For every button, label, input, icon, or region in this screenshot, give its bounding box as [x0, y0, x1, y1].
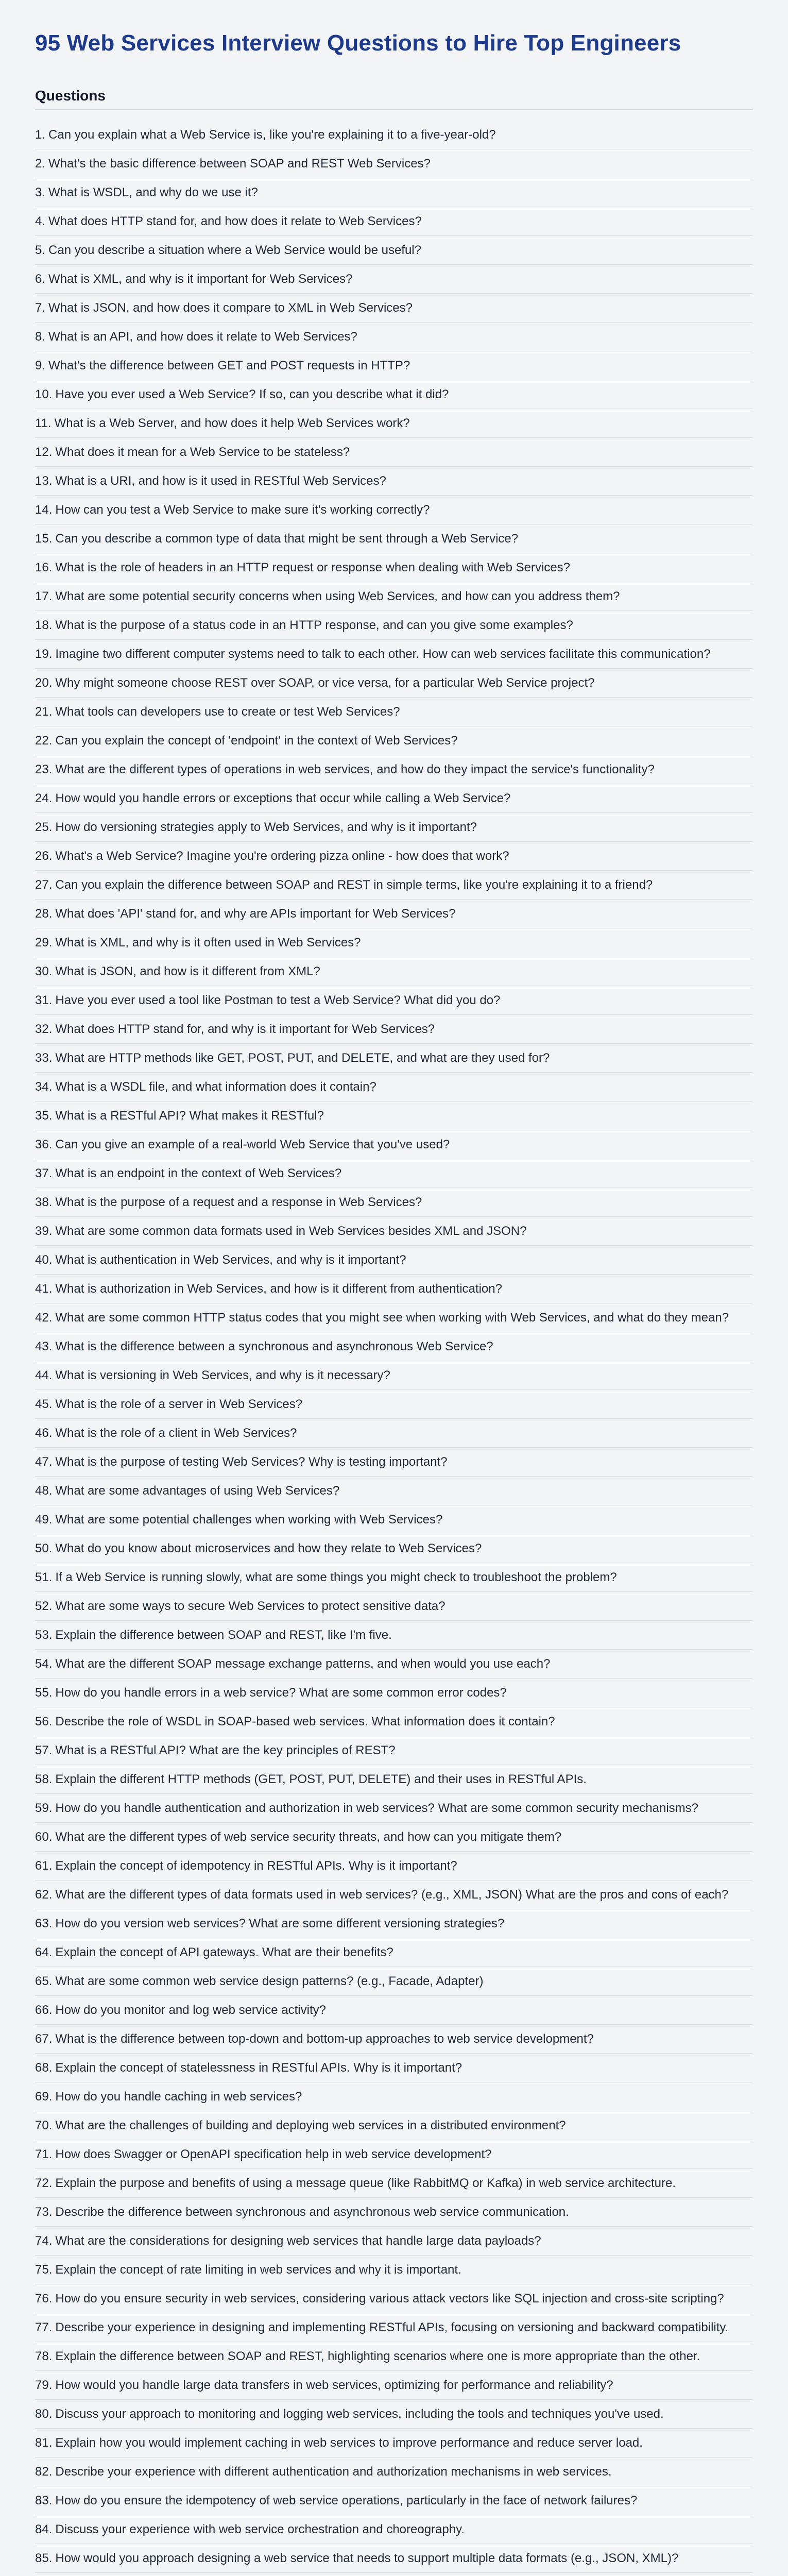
question-number: 37. — [35, 1166, 53, 1180]
question-text: Describe your experience in designing and implementing RESTful APIs, focusing on versioning and backward compatibility. — [55, 2320, 729, 2334]
question-number: 49. — [35, 1513, 53, 1527]
question-number: 56. — [35, 1715, 53, 1728]
question-number: 25. — [35, 820, 53, 834]
question-item — [35, 1332, 753, 1361]
question-text: Describe the role of WSDL in SOAP-based web services. What information does it contain? — [55, 1715, 555, 1728]
question-text: What are the different SOAP message exchange patterns, and when would you use each? — [55, 1657, 551, 1671]
question-item — [35, 121, 753, 149]
question-item — [35, 2284, 753, 2313]
question-text: What is the role of a client in Web Services? — [55, 1426, 297, 1440]
question-item — [35, 1015, 753, 1044]
section-heading: Questions — [35, 87, 753, 110]
question-number: 7. — [35, 301, 46, 315]
question-text: What is an API, and how does it relate to Web Services? — [48, 330, 357, 344]
question-item — [35, 986, 753, 1015]
question-number: 39. — [35, 1224, 53, 1238]
question-text: What are some advantages of using Web Services? — [55, 1484, 340, 1498]
question-item — [35, 726, 753, 755]
question-text: What's a Web Service? Imagine you're ordering pizza online - how does that work? — [55, 849, 509, 863]
question-item — [35, 2198, 753, 2227]
question-item — [35, 2111, 753, 2140]
question-item — [35, 2313, 753, 2342]
question-text: Imagine two different computer systems need to talk to each other. How can web services facilitate this communication? — [55, 647, 711, 661]
question-item — [35, 1101, 753, 1130]
question-text: Can you explain the concept of 'endpoint' in the context of Web Services? — [55, 734, 458, 748]
question-text: What are some common data formats used in Web Services besides XML and JSON? — [55, 1224, 527, 1238]
question-text: What is a URI, and how is it used in RESTful Web Services? — [55, 474, 386, 488]
question-text: What are some common HTTP status codes that you might see when working with Web Services, and what do they mean? — [55, 1311, 729, 1325]
question-number: 70. — [35, 2119, 53, 2132]
question-number: 47. — [35, 1455, 53, 1469]
question-text: What do you know about microservices and how they relate to Web Services? — [55, 1541, 482, 1555]
question-text: What is the purpose of testing Web Services? Why is testing important? — [55, 1455, 448, 1469]
question-item — [35, 1938, 753, 1967]
question-item — [35, 1852, 753, 1880]
question-number: 28. — [35, 907, 53, 921]
question-item — [35, 2082, 753, 2111]
question-number: 61. — [35, 1859, 53, 1873]
question-text: How do you version web services? What are some different versioning strategies? — [55, 1917, 505, 1930]
page-title: 95 Web Services Interview Questions to Hire Top Engineers — [35, 30, 681, 56]
question-text: Explain the concept of idempotency in RESTful APIs. Why is it important? — [55, 1859, 457, 1873]
question-number: 2. — [35, 157, 46, 171]
question-number: 44. — [35, 1368, 53, 1382]
question-number: 55. — [35, 1686, 53, 1700]
question-item — [35, 1390, 753, 1419]
question-number: 29. — [35, 936, 53, 950]
question-number: 8. — [35, 330, 46, 344]
question-number: 83. — [35, 2494, 53, 2507]
question-item — [35, 784, 753, 813]
question-text: What is the role of headers in an HTTP request or response when dealing with Web Services? — [55, 561, 571, 574]
question-number: 63. — [35, 1917, 53, 1930]
question-number: 20. — [35, 676, 53, 690]
question-number: 5. — [35, 243, 46, 257]
question-number: 13. — [35, 474, 53, 488]
question-item — [35, 467, 753, 496]
question-number: 35. — [35, 1109, 53, 1123]
question-number: 52. — [35, 1599, 53, 1613]
question-text: Explain the concept of rate limiting in web services and why it is important. — [55, 2263, 461, 2277]
question-item — [35, 611, 753, 640]
question-item — [35, 1073, 753, 1101]
question-text: What are some common web service design patterns? (e.g., Facade, Adapter) — [55, 1974, 484, 1988]
question-number: 79. — [35, 2378, 53, 2392]
question-list — [35, 121, 753, 2576]
question-number: 34. — [35, 1080, 53, 1094]
question-number: 24. — [35, 791, 53, 805]
question-item — [35, 1217, 753, 1246]
question-item — [35, 1707, 753, 1736]
question-item — [35, 2486, 753, 2515]
question-text: Explain how you would implement caching in web services to improve performance and reduce server load. — [55, 2436, 643, 2450]
question-text: Can you describe a common type of data that might be sent through a Web Service? — [55, 532, 519, 546]
question-item — [35, 1044, 753, 1073]
question-text: What is the purpose of a status code in an HTTP response, and can you give some examples? — [55, 618, 573, 632]
question-item — [35, 842, 753, 871]
question-item — [35, 553, 753, 582]
question-item — [35, 207, 753, 236]
question-number: 74. — [35, 2234, 53, 2248]
question-text: Why might someone choose REST over SOAP, or vice versa, for a particular Web Service project? — [55, 676, 595, 690]
question-text: What are the different types of data formats used in web services? (e.g., XML, JSON) What are the pros and cons of each? — [55, 1888, 729, 1902]
question-item — [35, 496, 753, 524]
question-number: 14. — [35, 503, 53, 517]
question-text: What are the different types of web service security threats, and how can you mitigate them? — [55, 1830, 562, 1844]
question-item — [35, 1505, 753, 1534]
question-text: What are the considerations for designing web services that handle large data payloads? — [55, 2234, 541, 2248]
question-text: What is JSON, and how is it different from XML? — [55, 964, 320, 978]
question-number: 57. — [35, 1743, 53, 1757]
question-number: 51. — [35, 1570, 53, 1584]
question-text: What is versioning in Web Services, and why is it necessary? — [55, 1368, 390, 1382]
question-item — [35, 2573, 753, 2576]
question-number: 50. — [35, 1541, 53, 1555]
question-number: 16. — [35, 561, 53, 574]
question-number: 26. — [35, 849, 53, 863]
question-number: 85. — [35, 2551, 53, 2565]
question-number: 22. — [35, 734, 53, 748]
question-number: 11. — [35, 416, 52, 430]
question-number: 53. — [35, 1628, 53, 1642]
question-item — [35, 1621, 753, 1650]
question-item — [35, 524, 753, 553]
question-item — [35, 1967, 753, 1996]
question-item — [35, 1794, 753, 1823]
question-item — [35, 265, 753, 294]
question-number: 18. — [35, 618, 53, 632]
question-item — [35, 2227, 753, 2256]
question-number: 21. — [35, 705, 53, 719]
question-text: Explain the concept of API gateways. What are their benefits? — [55, 1945, 393, 1959]
question-number: 72. — [35, 2176, 53, 2190]
question-text: What are the challenges of building and deploying web services in a distributed environment? — [55, 2119, 566, 2132]
question-text: What is a RESTful API? What makes it RESTful? — [55, 1109, 324, 1123]
question-item — [35, 1563, 753, 1592]
question-item — [35, 1679, 753, 1707]
question-item — [35, 1159, 753, 1188]
question-item — [35, 1534, 753, 1563]
question-number: 17. — [35, 589, 53, 603]
question-number: 62. — [35, 1888, 53, 1902]
question-text: How do you ensure the idempotency of web service operations, particularly in the face of network failures? — [55, 2494, 638, 2507]
question-number: 23. — [35, 762, 53, 776]
question-number: 69. — [35, 2090, 53, 2104]
question-number: 31. — [35, 993, 53, 1007]
question-item — [35, 1736, 753, 1765]
question-number: 45. — [35, 1397, 53, 1411]
question-text: How would you approach designing a web service that needs to support multiple data formats (e.g., JSON, XML)? — [55, 2551, 679, 2565]
question-text: How would you handle large data transfers in web services, optimizing for performance and reliability? — [55, 2378, 613, 2392]
question-text: Can you give an example of a real-world Web Service that you've used? — [55, 1138, 450, 1151]
question-item — [35, 1275, 753, 1303]
question-text: Can you explain what a Web Service is, like you're explaining it to a five-year-old? — [48, 128, 496, 142]
question-item — [35, 149, 753, 178]
question-text: What is XML, and why is it important for Web Services? — [48, 272, 353, 286]
question-item — [35, 1188, 753, 1217]
question-item — [35, 2400, 753, 2429]
question-text: What is authorization in Web Services, and how is it different from authentication? — [55, 1282, 502, 1296]
question-number: 15. — [35, 532, 53, 546]
question-text: What is a RESTful API? What are the key principles of REST? — [55, 1743, 396, 1757]
question-text: Explain the purpose and benefits of using a message queue (like RabbitMQ or Kafka) in web service architecture. — [55, 2176, 676, 2190]
question-item — [35, 1996, 753, 2025]
question-number: 6. — [35, 272, 46, 286]
question-number: 81. — [35, 2436, 53, 2450]
question-item — [35, 1419, 753, 1448]
question-item — [35, 928, 753, 957]
question-item — [35, 1880, 753, 1909]
question-text: What is authentication in Web Services, and why is it important? — [55, 1253, 406, 1267]
question-text: What tools can developers use to create or test Web Services? — [55, 705, 400, 719]
question-text: What does 'API' stand for, and why are APIs important for Web Services? — [55, 907, 456, 921]
question-number: 43. — [35, 1340, 53, 1353]
question-number: 68. — [35, 2061, 53, 2075]
question-text: How do you handle caching in web services? — [55, 2090, 302, 2104]
question-number: 19. — [35, 647, 53, 661]
question-text: Can you describe a situation where a Web Service would be useful? — [48, 243, 421, 257]
question-number: 9. — [35, 359, 46, 372]
question-item — [35, 2429, 753, 2458]
question-number: 71. — [35, 2147, 53, 2161]
question-number: 84. — [35, 2522, 53, 2536]
question-item — [35, 900, 753, 928]
question-text: How would you handle errors or exceptions that occur while calling a Web Service? — [55, 791, 511, 805]
question-item — [35, 351, 753, 380]
question-text: How do versioning strategies apply to Web Services, and why is it important? — [55, 820, 477, 834]
question-text: Have you ever used a tool like Postman to test a Web Service? What did you do? — [55, 993, 501, 1007]
question-item — [35, 2256, 753, 2284]
question-text: Can you explain the difference between SOAP and REST in simple terms, like you're explaining it to a friend? — [55, 878, 653, 892]
question-text: How do you handle authentication and authorization in web services? What are some common security mechanisms? — [55, 1801, 699, 1815]
question-item — [35, 380, 753, 409]
question-item — [35, 871, 753, 900]
question-number: 80. — [35, 2407, 53, 2421]
question-item — [35, 2169, 753, 2198]
question-text: What is the purpose of a request and a response in Web Services? — [55, 1195, 422, 1209]
question-item — [35, 640, 753, 669]
question-text: Explain the difference between SOAP and REST, like I'm five. — [55, 1628, 392, 1642]
question-text: What are HTTP methods like GET, POST, PUT, and DELETE, and what are they used for? — [55, 1051, 550, 1065]
question-item — [35, 178, 753, 207]
question-number: 54. — [35, 1657, 53, 1671]
question-item — [35, 1448, 753, 1477]
question-text: Discuss your experience with web service orchestration and choreography. — [55, 2522, 465, 2536]
question-text: How does Swagger or OpenAPI specification help in web service development? — [55, 2147, 492, 2161]
question-item — [35, 2515, 753, 2544]
question-item — [35, 323, 753, 351]
question-item — [35, 957, 753, 986]
question-text: What is an endpoint in the context of Web Services? — [55, 1166, 342, 1180]
question-item — [35, 438, 753, 467]
question-number: 66. — [35, 2003, 53, 2017]
question-number: 82. — [35, 2465, 53, 2479]
question-text: Explain the concept of statelessness in RESTful APIs. Why is it important? — [55, 2061, 462, 2075]
question-text: Describe the difference between synchronous and asynchronous web service communication. — [55, 2205, 569, 2219]
question-item — [35, 669, 753, 698]
question-text: What is a WSDL file, and what information does it contain? — [55, 1080, 376, 1094]
question-number: 60. — [35, 1830, 53, 1844]
question-text: What's the difference between GET and POST requests in HTTP? — [48, 359, 410, 372]
question-text: Explain the difference between SOAP and REST, highlighting scenarios where one is more appropriate than the other. — [55, 2349, 700, 2363]
question-number: 32. — [35, 1022, 53, 1036]
question-text: What does it mean for a Web Service to be stateless? — [55, 445, 350, 459]
question-item — [35, 2054, 753, 2082]
question-text: What's the basic difference between SOAP and REST Web Services? — [48, 157, 431, 171]
question-item — [35, 1477, 753, 1505]
question-number: 67. — [35, 2032, 53, 2046]
question-item — [35, 582, 753, 611]
question-number: 76. — [35, 2292, 53, 2306]
question-item — [35, 2140, 753, 2169]
question-item — [35, 409, 753, 438]
question-number: 3. — [35, 185, 46, 199]
question-item — [35, 1592, 753, 1621]
question-number: 59. — [35, 1801, 53, 1815]
question-text: What is WSDL, and why do we use it? — [48, 185, 258, 199]
question-number: 4. — [35, 214, 46, 228]
question-number: 40. — [35, 1253, 53, 1267]
question-number: 78. — [35, 2349, 53, 2363]
question-item — [35, 1650, 753, 1679]
question-text: How do you ensure security in web services, considering various attack vectors like SQL injection and cross-site scripting? — [55, 2292, 724, 2306]
question-text: What are some ways to secure Web Services to protect sensitive data? — [55, 1599, 446, 1613]
question-item — [35, 1130, 753, 1159]
question-number: 75. — [35, 2263, 53, 2277]
question-text: What are some potential challenges when working with Web Services? — [55, 1513, 443, 1527]
question-text: Explain the different HTTP methods (GET, POST, PUT, DELETE) and their uses in RESTful APIs. — [55, 1772, 587, 1786]
question-text: What is XML, and why is it often used in Web Services? — [55, 936, 361, 950]
question-number: 41. — [35, 1282, 53, 1296]
question-item — [35, 2371, 753, 2400]
question-item — [35, 755, 753, 784]
question-number: 65. — [35, 1974, 53, 1988]
question-item — [35, 698, 753, 726]
question-item — [35, 1361, 753, 1390]
question-number: 58. — [35, 1772, 53, 1786]
question-item — [35, 1823, 753, 1852]
question-text: How do you handle errors in a web service? What are some common error codes? — [55, 1686, 507, 1700]
question-item — [35, 813, 753, 842]
question-text: What is the difference between top-down and bottom-up approaches to web service development? — [55, 2032, 594, 2046]
question-item — [35, 2342, 753, 2371]
question-item — [35, 1303, 753, 1332]
question-text: Have you ever used a Web Service? If so, can you describe what it did? — [55, 387, 449, 401]
question-number: 1. — [35, 128, 46, 142]
question-number: 27. — [35, 878, 53, 892]
question-text: What is a Web Server, and how does it help Web Services work? — [54, 416, 410, 430]
question-text: What does HTTP stand for, and why is it important for Web Services? — [55, 1022, 435, 1036]
question-text: What are the different types of operations in web services, and how do they impact the service's functionality? — [55, 762, 655, 776]
question-text: Describe your experience with different authentication and authorization mechanisms in web services. — [55, 2465, 612, 2479]
question-item — [35, 2025, 753, 2054]
question-text: If a Web Service is running slowly, what are some things you might check to troubleshoot the problem? — [55, 1570, 617, 1584]
question-number: 48. — [35, 1484, 53, 1498]
question-number: 38. — [35, 1195, 53, 1209]
question-text: What is the difference between a synchronous and asynchronous Web Service? — [55, 1340, 493, 1353]
question-text: What are some potential security concerns when using Web Services, and how can you address them? — [55, 589, 620, 603]
question-number: 77. — [35, 2320, 53, 2334]
question-text: Discuss your approach to monitoring and logging web services, including the tools and techniques you've used. — [55, 2407, 664, 2421]
question-number: 30. — [35, 964, 53, 978]
question-number: 33. — [35, 1051, 53, 1065]
questions-section — [35, 87, 753, 2576]
question-number: 64. — [35, 1945, 53, 1959]
question-item — [35, 294, 753, 323]
question-item — [35, 1246, 753, 1275]
question-item — [35, 1765, 753, 1794]
question-item — [35, 2458, 753, 2486]
question-number: 12. — [35, 445, 53, 459]
question-text: How do you monitor and log web service activity? — [55, 2003, 326, 2017]
question-number: 10. — [35, 387, 53, 401]
question-item — [35, 2544, 753, 2573]
question-number: 73. — [35, 2205, 53, 2219]
question-number: 36. — [35, 1138, 53, 1151]
question-item — [35, 236, 753, 265]
question-text: How can you test a Web Service to make sure it's working correctly? — [55, 503, 430, 517]
question-text: What is the role of a server in Web Services? — [55, 1397, 303, 1411]
question-number: 42. — [35, 1311, 53, 1325]
question-text: What does HTTP stand for, and how does it relate to Web Services? — [48, 214, 422, 228]
question-item — [35, 1909, 753, 1938]
question-number: 46. — [35, 1426, 53, 1440]
question-text: What is JSON, and how does it compare to XML in Web Services? — [48, 301, 413, 315]
